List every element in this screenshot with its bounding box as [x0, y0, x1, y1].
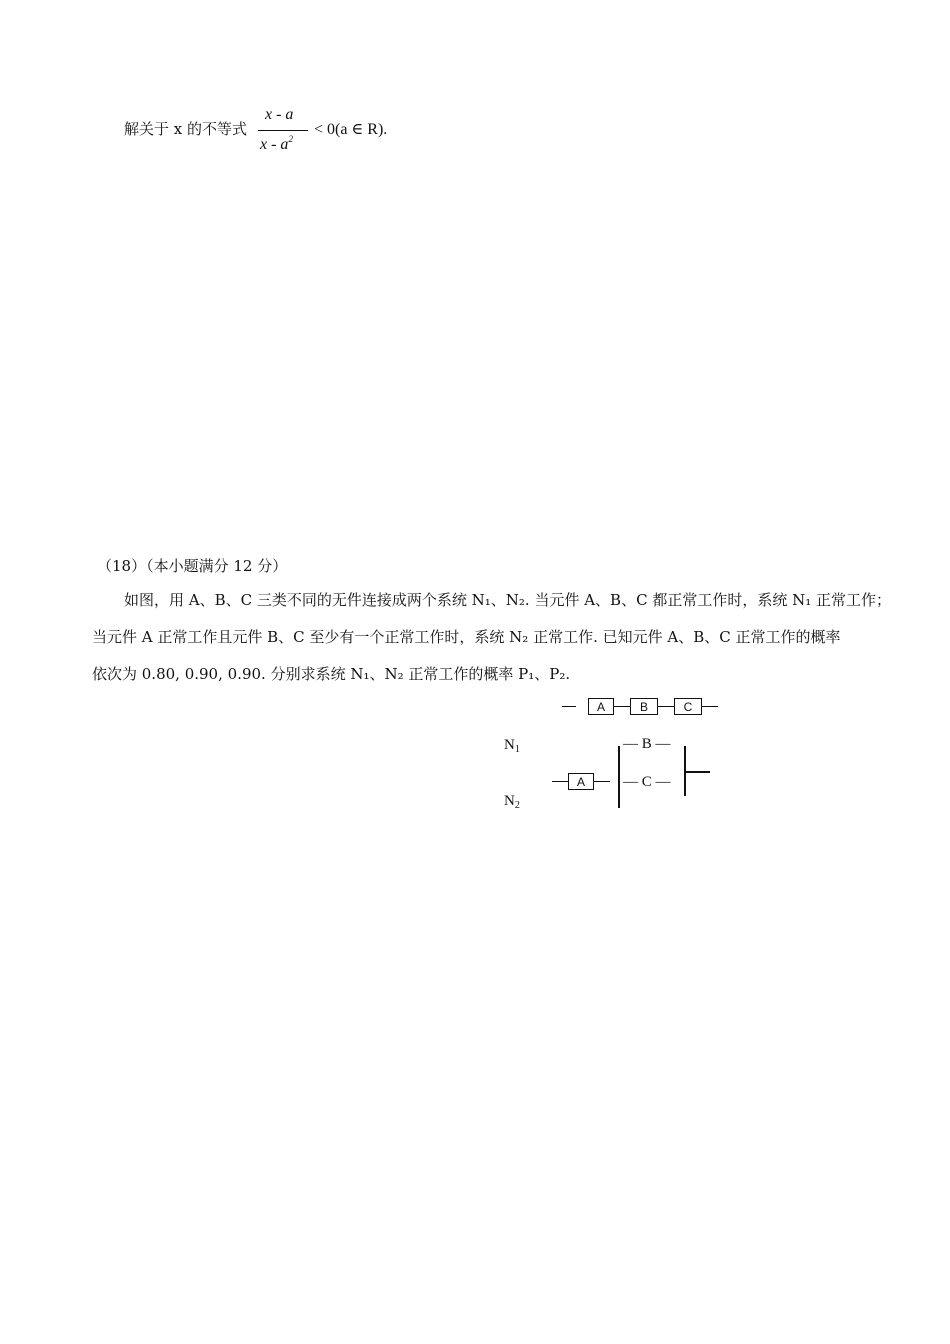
n1-wire-ab — [614, 706, 630, 707]
q18-line-2: 当元件 A 正常工作且元件 B、C 至少有一个正常工作时，系统 N₂ 正常工作. 已知元件 A、B、C 正常工作的概率 — [92, 628, 841, 646]
q18-line-1: 如图，用 A、B、C 三类不同的无件连接成两个系统 N₁、N₂. 当元件 A、B、C 都正常工作时，系统 N₁ 正常工作； — [124, 591, 891, 609]
inequality-tail: < 0(a ∈ R). — [314, 121, 388, 138]
fraction-bar — [258, 130, 308, 131]
n1-label: $N_1$ — [504, 737, 520, 755]
n1-box-c: C — [674, 698, 702, 715]
q18-heading: （18）（本小题满分 12 分） — [97, 557, 288, 575]
q17-text: 解关于 x 的不等式 — [124, 120, 247, 138]
n2-wire-in — [552, 781, 568, 782]
n1-wire-out — [702, 706, 718, 707]
n2-box-a: A — [568, 773, 594, 790]
n2-wire-a — [594, 781, 610, 782]
n2-label: $N_2$ — [504, 793, 520, 811]
n1-wire-in — [562, 706, 576, 707]
fraction-denominator: x - $a^2$ — [260, 134, 293, 153]
fraction-numerator: x - a — [265, 106, 294, 123]
n1-box-b: B — [630, 698, 658, 715]
n1-wire-bc — [658, 706, 674, 707]
q18-line-3: 依次为 0.80, 0.90, 0.90. 分别求系统 N₁、N₂ 正常工作的概率 P₁、P₂. — [92, 665, 571, 683]
n2-left-bar — [618, 746, 620, 808]
n2-wire-out — [686, 771, 710, 773]
n1-box-a: A — [588, 698, 614, 715]
n2-branch-c: — C — — [623, 774, 671, 790]
n2-branch-b: — B — — [623, 736, 671, 752]
